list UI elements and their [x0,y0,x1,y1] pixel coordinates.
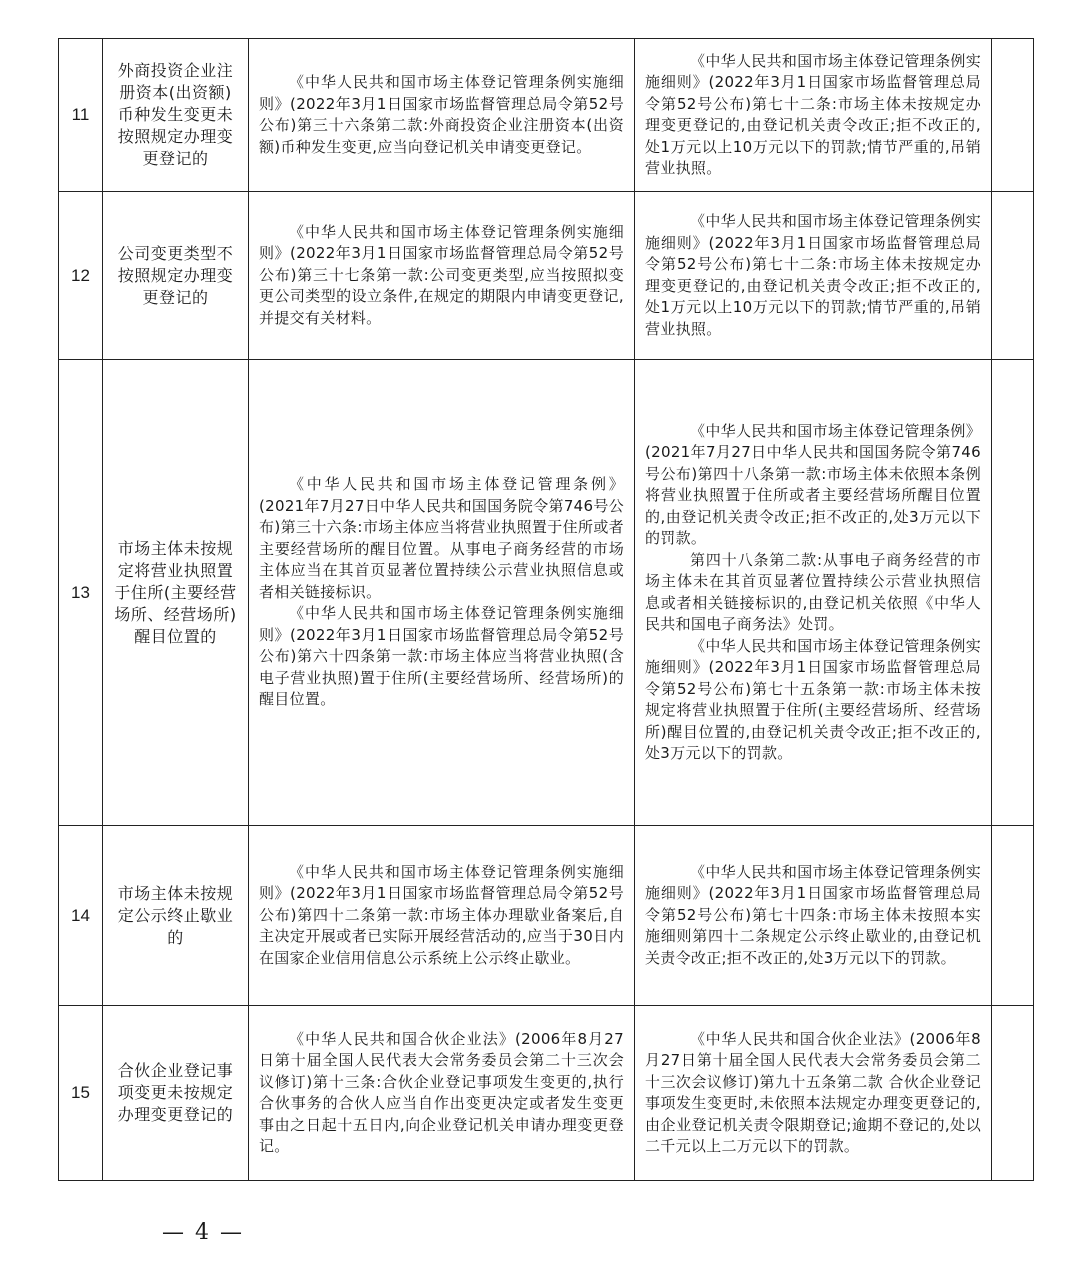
table-row [59,192,1034,360]
notes-cell [992,360,1034,826]
legal-basis-paragraph: 《中华人民共和国市场主体登记管理条例》(2021年7月27日中华人民共和国国务院令第746号公布)第三十六条:市场主体应当将营业执照置于住所或者主要经营场所的醒目位置。从事电子商务经营的市场主体应当在其首页显著位置持续公示营业执照信息或者相关链接标识。 [259,475,624,601]
notes-cell [992,192,1034,360]
legal-basis [249,360,635,826]
penalty-provision [635,39,992,192]
penalty-provision [635,1006,992,1181]
violation-item: 公司变更类型不按照规定办理变更登记的 [103,192,249,360]
row-number: 12 [59,192,103,360]
table-row [59,360,1034,826]
notes-cell [992,39,1034,192]
page-number: — 4 — [162,1220,244,1245]
penalty-paragraph: 《中华人民共和国合伙企业法》(2006年8月27日第十届全国人民代表大会常务委员会第二十三次会议修订)第九十五条第二款 合伙企业登记事项发生变更时,未依照本法规定办理变更登记的,由企业登记机关责令限期登记;逾期不登记的,处以二千元以上二万元以下的罚款。 [645,1029,981,1155]
violation-item: 市场主体未按规定公示终止歇业的 [103,826,249,1006]
regulation-table [58,38,1034,1181]
penalty-paragraph: 《中华人民共和国市场主体登记管理条例》(2021年7月27日中华人民共和国国务院令第746号公布)第四十八条第一款:市场主体未依照本条例将营业执照置于住所或者主要经营场所醒目位置的,由登记机关责令改正;拒不改正的,处3万元以下的罚款。 [645,421,981,547]
notes-cell [992,1006,1034,1181]
table-row [59,826,1034,1006]
penalty-provision [635,826,992,1006]
table-row [59,1006,1034,1181]
legal-basis-paragraph: 《中华人民共和国合伙企业法》(2006年8月27日第十届全国人民代表大会常务委员会第二十三次会议修订)第十三条:合伙企业登记事项发生变更的,执行合伙事务的合伙人应当自作出变更决定或者发生变更事由之日起十五日内,向企业登记机关申请办理变更登记。 [259,1029,624,1155]
table-row [59,39,1034,192]
legal-basis [249,826,635,1006]
row-number: 13 [59,360,103,826]
legal-basis [249,192,635,360]
row-number: 15 [59,1006,103,1181]
penalty-provision [635,360,992,826]
penalty-paragraph: 《中华人民共和国市场主体登记管理条例实施细则》(2022年3月1日国家市场监督管理总局令第52号公布)第七十二条:市场主体未按规定办理变更登记的,由登记机关责令改正;拒不改正的,处1万元以上10万元以下的罚款;情节严重的,吊销营业执照。 [645,51,981,177]
legal-basis-paragraph: 《中华人民共和国市场主体登记管理条例实施细则》(2022年3月1日国家市场监督管理总局令第52号公布)第三十七条第一款:公司变更类型,应当按照拟变更公司类型的设立条件,在规定的期限内申请变更登记,并提交有关材料。 [259,222,624,327]
row-number: 14 [59,826,103,1006]
violation-item: 外商投资企业注册资本(出资额)币种发生变更未按照规定办理变更登记的 [103,39,249,192]
legal-basis-paragraph: 《中华人民共和国市场主体登记管理条例实施细则》(2022年3月1日国家市场监督管理总局令第52号公布)第六十四条第一款:市场主体应当将营业执照(含电子营业执照)置于住所(主要经营场所、经营场所)的醒目位置。 [259,604,624,709]
table-body [59,39,1034,1181]
row-number: 11 [59,39,103,192]
penalty-paragraph: 《中华人民共和国市场主体登记管理条例实施细则》(2022年3月1日国家市场监督管理总局令第52号公布)第七十二条:市场主体未按规定办理变更登记的,由登记机关责令改正;拒不改正的,处1万元以上10万元以下的罚款;情节严重的,吊销营业执照。 [645,212,981,338]
violation-item: 合伙企业登记事项变更未按规定办理变更登记的 [103,1006,249,1181]
penalty-paragraph: 第四十八条第二款:从事电子商务经营的市场主体未在其首页显著位置持续公示营业执照信息或者相关链接标识的,由登记机关依照《中华人民共和国电子商务法》处罚。 [645,550,981,633]
penalty-provision [635,192,992,360]
legal-basis-paragraph: 《中华人民共和国市场主体登记管理条例实施细则》(2022年3月1日国家市场监督管理总局令第52号公布)第四十二条第一款:市场主体办理歇业备案后,自主决定开展或者已实际开展经营活动的,应当于30日内在国家企业信用信息公示系统上公示终止歇业。 [259,862,624,967]
violation-item: 市场主体未按规定将营业执照置于住所(主要经营场所、经营场所)醒目位置的 [103,360,249,826]
legal-basis [249,39,635,192]
penalty-paragraph: 《中华人民共和国市场主体登记管理条例实施细则》(2022年3月1日国家市场监督管理总局令第52号公布)第七十五条第一款:市场主体未按规定将营业执照置于住所(主要经营场所、经营场所)醒目位置的,由登记机关责令改正;拒不改正的,处3万元以下的罚款。 [645,636,981,762]
legal-basis [249,1006,635,1181]
notes-cell [992,826,1034,1006]
legal-basis-paragraph: 《中华人民共和国市场主体登记管理条例实施细则》(2022年3月1日国家市场监督管理总局令第52号公布)第三十六条第二款:外商投资企业注册资本(出资额)币种发生变更,应当向登记机关申请变更登记。 [259,73,624,156]
penalty-paragraph: 《中华人民共和国市场主体登记管理条例实施细则》(2022年3月1日国家市场监督管理总局令第52号公布)第七十四条:市场主体未按照本实施细则第四十二条规定公示终止歇业的,由登记机关责令改正;拒不改正的,处3万元以下的罚款。 [645,862,981,967]
